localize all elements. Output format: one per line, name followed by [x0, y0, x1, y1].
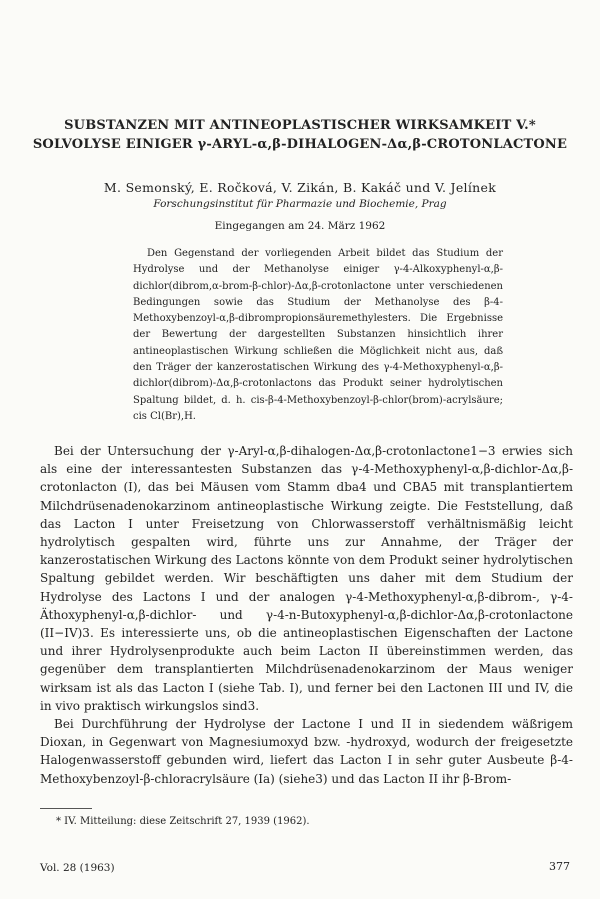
author-list: M. Semonský, E. Ročková, V. Zikán, B. Kakáč und V. Jelínek — [103, 180, 497, 195]
volume-label: Vol. 28 (1963) — [40, 862, 115, 874]
body-paragraph: Bei der Untersuchung der γ-Aryl-α,β-dihalogen-Δα,β-crotonlactone1−3 erwies sich als eine der interessantesten Substanzen das γ-4-Methoxyphenyl-α,β-dichlor-Δα,β-crotonlacton (I), das bei Mäusen vom Stamm dba4 und CBA5 mit transplantiertem Milchdrüsenadenokarzinom antineoplastische Wirkung zeigte. Die Feststellung, daß das Lacton I unter Freisetzung von Chlorwasserstoff verhältnismäßig leicht hydrolytisch gespalten wird, führte uns zur Annahme, der Träger der kanzerostatischen Wirkung des Lactons könnte von dem Produkt seiner hydrolytischen Spaltung gebildet werden. Wir beschäftigten uns daher mit dem Studium der Hydrolyse des Lactons I und der analogen γ-4-Methoxyphenyl-α,β-dibrom-, γ-4-Äthoxyphenyl-α,β-dichlor- und γ-4-n-Butoxyphenyl-α,β-dichlor-Δα,β-crotonlactone (II−IV)3. Es interessierte uns, ob die antineoplastischen Eigenschaften der Lactone und ihrer Hydrolysenprodukte auch beim Lacton II übereinstimmen werden, das gegenüber dem transplantierten Milchdrüsenadenokarzinom der Maus weniger wirksam ist als das Lacton I (siehe Tab. I), und ferner bei den Lactonen III und IV, die in vivo praktisch wirkungslos sind3. — [40, 444, 573, 713]
body-paragraph: Bei Durchführung der Hydrolyse der Lactone I und II in siedendem wäßrigem Dioxan, in Gegenwart von Magnesiumoxyd bzw. -hydroxyd, wodurch der freigesetzte Halogenwasserstoff gebunden wird, liefert das Lacton I in sehr guter Ausbeute β-4-Methoxybenzoyl-β-chloracrylsäure (Ia) (siehe3) und das Lacton II ihr β-Brom- — [40, 717, 573, 786]
received-date: Eingegangen am 24. März 1962 — [214, 220, 386, 232]
footnote: * IV. Mitteilung: diese Zeitschrift 27, 1939 (1962). — [56, 816, 310, 827]
article-title — [20, 116, 580, 154]
affiliation: Forschungsinstitut für Pharmazie und Biochemie, Prag — [153, 198, 447, 210]
abstract: Den Gegenstand der vorliegenden Arbeit bildet das Studium der Hydrolyse und der Methanolyse einiger γ-4-Alkoxyphenyl-α,β-dichlor(dibrom,α-brom-β-chlor)-Δα,β-crotonlactone unter verschiedenen Bedingungen sowie das Studium der Methanolyse des β-4-Methoxybenzoyl-α,β-dibrompropionsäuremethylesters. Die Ergebnisse der Bewertung der dargestellten Substanzen hinsichtlich ihrer antineoplastischen Wirkung schließen die Möglichkeit nicht aus, daß den Träger der kanzerostatischen Wirkung des γ-4-Methoxyphenyl-α,β-dichlor(dibrom)-Δα,β-crotonlactons das Produkt seiner hydrolytischen Spaltung bildet, d. h. cis-β-4-Methoxybenzoyl-β-chlor(brom)-acrylsäure; cis Cl(Br),H. — [133, 248, 503, 422]
page-number: 377 — [549, 860, 570, 873]
body-text — [40, 442, 573, 788]
footnote-divider — [40, 808, 92, 809]
title-line-1: SUBSTANZEN MIT ANTINEOPLASTISCHER WIRKSAMKEIT V.* — [64, 118, 536, 133]
title-line-2: SOLVOLYSE EINIGER γ-ARYL-α,β-DIHALOGEN-Δα,β-CROTONLACTONE — [32, 137, 568, 152]
